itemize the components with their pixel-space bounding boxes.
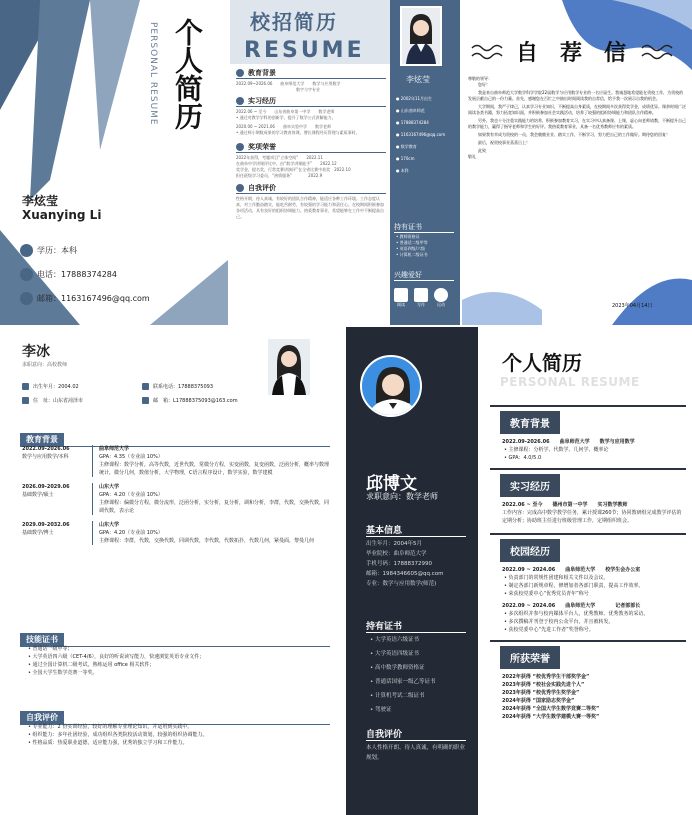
hobby-title: 兴趣爱好 [394,270,454,281]
self-text: 性格开朗，待人真诚，有较好的团队合作精神，能适应各种工作环境。工作态度认真，对工作勤奋踏实，能吃苦耐劳，有较强的学习能力和责任心。在校期间积极参加各项活动，具有良好的组织协调能力。热爱教育事业，希望能够在工作中不断提高自己。 [236,196,384,219]
edu-section-header [20,427,330,447]
salute: 敬礼 [468,154,476,159]
phone-row [20,268,150,281]
info-address: 住 址：山东省菏泽市 [22,397,142,405]
contact-list [20,244,150,305]
photo [360,355,422,417]
cert-item: • 计算机二级证书 [396,252,428,257]
edu-heading: 教育背景 [236,68,386,79]
title-en: PERSONAL RESUME [500,375,640,389]
edu-sub: 数字与字专业 [296,87,320,92]
exp2-head: 2020.00 ~ 2021.06 曲阜实验中学 数学老师 [236,124,331,129]
avatar-portrait [268,339,310,395]
phone-text: 电话：17888374284 [37,270,117,279]
campus-item: • 多次组织并参与校内媒体平台人，优秀教师、优秀教务的采访。 [490,610,686,618]
book-icon [394,288,408,302]
paragraph: 大学期间，我严于律己，认真学习专业知识，不断提高自身素质，在校期间多次获得奖学金，成绩优异。课余时间广泛阅读各类书籍，努力拓宽知识面，并积极参加社会实践活动，培养了较强的组织协调能力和团队合作精神。 [468,104,686,115]
self-title: 自我评价 [366,727,466,741]
education-text: 学历：本科 [37,246,77,255]
self-section-header [20,705,330,725]
info-grid [22,383,262,405]
edu-list [22,445,332,545]
self-list [28,723,328,747]
mail-icon [20,292,33,305]
closing: 此致 [478,148,486,153]
award-item: 2024年获得 “全国大学生数学竞赛二等奖” [502,706,600,712]
self-heading: 自我评价 [236,183,386,194]
name-cn: 李炫莹 [22,194,59,208]
contact-phone: ● 17888374284 [396,120,429,125]
cert-item: • 大学英语六级证书 [370,633,480,647]
name-en: Xuanying Li [22,208,102,222]
hobby-list [394,288,448,308]
panel-personal-resume [0,0,228,325]
hobby-reading: 阅读 [394,288,408,308]
campus-item: • 制定各部门新规章程，修增加者各部门职责，提高工作效率。 [490,582,686,590]
edu-section-title: 教育背景 [20,433,64,446]
basic-title: 基本信息 [366,523,466,537]
greeting: 尊敬的领导： [468,76,492,81]
panel-libing-resume [0,327,344,815]
award-item: 2022年获得 “校优秀学生干部奖学金” [502,674,590,680]
hello: 您好！ [478,82,490,87]
education-icon [20,244,33,257]
main-column [490,405,686,721]
title-cn: 校招简历 [250,10,338,34]
hobby-sports: 运动 [434,288,448,308]
contact-height: ● 170cm [396,156,415,161]
self-item: • 组织能力：多年社团经验，成功组织各类院校活动策划，较强的组织协调能力。 [28,731,328,739]
award-item: 2023年获得 “校社会实践先进个人” [502,682,585,688]
contact-school: ● 山东曲阜师范 [396,108,425,113]
info-birth: 出生年月：2004.02 [22,383,142,391]
panel-campus-resume [230,0,460,325]
skill-item: • 普通话一级甲等； [28,645,328,653]
edu-item: • GPA：4.0/5.0 [490,454,686,462]
intent: 求职意向：高校教师 [22,362,68,368]
letter-title: 自 荐 信 [516,41,627,66]
pen-icon [414,288,428,302]
cert-item: • 高中数学教师资格证 [370,661,480,675]
paragraph: 如果我有幸成为贵校的一员，我会兢兢业业、踏实工作，不断学习，努力把自己的工作做好。期待您的回复！ [478,132,670,137]
skill-item: • 大学英语四六级（CET-4/6），良好的听说读写能力，快速浏览英语专业文件； [28,653,328,661]
edu-entry: 2026.09-2029.06 基础数学/硕士 山东大学 GPA：4.20（专业前 10%） 主修课程：偏微分方程，微分流形，泛函分析，实分析，复分析，调和分析，李群，代数，交换代数，同调代数，表示论 [22,483,332,515]
skill-item: • 通过全国计算机二级考试，熟练运用 office 相关软件； [28,661,328,669]
basic-item: 手机号码：17888372990 [366,561,432,567]
edu-section-title: 教育背景 [500,411,560,434]
panel-cover-letter [462,0,692,325]
ball-icon [434,288,448,302]
hobby-writing: 写作 [414,288,428,308]
basic-item: 毕业院校：曲阜师范大学 [366,551,427,557]
email-text: 邮箱：1163167496@qq.com [37,294,150,303]
resume-title-cn: 个人简历 [171,18,204,130]
award-item: 2023年获得 “校优秀学生奖学金” [502,690,580,696]
paragraph: 我是来自曲阜师范大学数学科学学院22届数学与应用数学专业的一名应届生。我诚恳地希望能在贵校工作，为贵校的发展贡献自己的一份力量。首先，感谢您在百忙之中抽出时间阅读我的自荐信，给予我一次展示自我的机会。 [468,90,684,101]
exp-section-title: 实习经历 [500,474,560,497]
contact-birth: ● 2002年11月出生 [396,96,433,101]
award-item: 2024年获得 “国家励志奖学金” [502,698,575,704]
info-phone: 联系电话：17888375093 [142,383,262,391]
cert-item: • 驾驶证 [370,703,480,717]
campus-section-title: 校园经历 [500,539,560,562]
exp-desc: 工作内容：完成高中数学教学任务，累计授课260节；协同教研组完成教学评估的定期分析；协助班主任进行班级管理工作，定期组织班会。 [502,510,682,524]
main-column [236,68,386,220]
campus2-head: 2022.09 ~ 2024.06 曲阜师范大学 记者部部长 [502,603,641,609]
phone-icon [20,268,33,281]
name: 邱博文 [366,474,417,494]
photo [400,6,442,66]
campus1-head: 2022.09 ~ 2024.06 曲阜师范大学 校学生会办公室 [502,567,641,573]
skill-item: • 全国大学生数学竞赛一等奖。 [28,669,328,677]
skill-section-title: 技能证书 [20,633,64,646]
intent: 求职意向：数学老师 [366,492,438,501]
cert-item: • 计算机考试二级证书 [370,689,480,703]
self-item: • 性格品质：热爱职业道德，适应能力强，优秀的独立学习和工作能力。 [28,739,328,747]
paragraph: 另外，我也十分注重实践能力的培养，积极参加教育实习，在实习中认真备课、上课，虚心向老师请教，不断提升自己的教学能力，赢得了指导老师和学生的好评。我热爱教育事业，具备一名优秀教师应有的素质。 [468,118,686,129]
info-email: 邮 箱：L17888375093@163.com [142,397,262,405]
letter-body [468,76,686,160]
cert-title: 持有证书 [366,619,466,633]
award-item: 2024年获得 “大学生数学建模大赛一等奖” [502,714,600,720]
sidebar-contacts [396,96,458,174]
self-section-title: 自我评价 [20,711,64,724]
contact-major: ● 数学教育 [396,144,417,149]
basic-item: 邮箱：1984346605@qq.com [366,571,444,577]
contact-email: ● 1163167496@qq.com [396,132,446,137]
resume-title-en: PERSONAL RESUME [148,22,158,126]
skill-list [28,645,328,677]
self-item: • 专业能力：2 份实训经验，较好的理解专业理论知识，并运用到实践中。 [28,723,328,731]
award-section-title: 所获荣誉 [500,646,560,669]
edu-entry: 2022.09-2026.06 数学与应用数学/本科 曲阜师范大学 GPA：4.35（专业前 10%） 主修课程：数学分析，高等代数，近世代数，常微分方程，实变函数，复变函数，泛函分析，概率与数理统计，微分几何，数值分析，大学物理，C语言程序设计，数学实验，数学建模 [22,445,332,477]
campus-item: • 多次撰稿并刊登于校内公众平台，并且被转发。 [490,618,686,626]
education-row [20,244,150,257]
title-cn: 个人简历 [502,351,582,375]
cert-item: • 大学英语四级证书 [370,647,480,661]
cert-item: • 普通话国家一级乙等证书 [370,675,480,689]
exp-head: 2022.06 ~ 至今 德州市第一中学 实习数学教师 [502,502,628,508]
campus-item: • 负责部门的常规性团建和相关文件以及会议。 [490,574,686,582]
paragraph: 最后，祝贵校事业蒸蒸日上！ [478,140,530,145]
exp1-head: 2022.06 ~ 至今 山东省曲阜第一中学 数学老师 [236,109,335,114]
award-heading: 奖项荣誉 [236,142,386,153]
edu-entry: 2029.09-2032.06 基础数学/博士 山东大学 GPA：4.20（专业前 10%） 主修课程：李群，代数，交换代数，同调代数，李代数，代数拓扑，代数几何，紧曼面，黎曼几何 [22,521,332,545]
title-en: RESUME [244,38,365,63]
panel-qiubowen-resume [346,327,692,815]
sidebar-name: 李炫莹 [406,75,430,84]
edu-item: • 主修课程：分析学、代数学、几何学、概率论 [490,446,686,454]
avatar-portrait [402,8,440,64]
cert-item: • 普通话二级甲等 [396,240,428,245]
email-row [20,292,150,305]
award-item: 在曲阜中学讲课评比中，由“数学讲课能手” 2022.12 [236,161,337,166]
award-item: 担任班级学习委员，“热情服务” 2022.9 [236,173,323,178]
cert-item: • 英语四级/六级 [396,246,425,251]
cert-list [370,633,480,717]
exp-heading: 实习经历 [236,96,386,107]
contact-degree: ● 本科 [396,168,409,173]
basic-list [366,539,476,589]
exp2-desc: • 通过师小期数成果的学习教育体课，增长课程经历管理与素质事时。 [236,130,360,135]
edu-head: 2022.09-2026.06 曲阜师范大学 数学与应用数学 [502,439,635,445]
campus-item: • 荣获校党委中心“优秀党员青年”称号 [490,590,686,598]
cert-title: 持有证书 [394,222,454,233]
photo [268,339,310,395]
basic-item: 出生年月：2004年5月 [366,541,422,547]
cert-list [396,234,428,258]
cert-item: • 教师资格证 [396,234,420,239]
basic-item: 专业：数学与应用数学(师范) [366,581,437,587]
letter-date: 2023年04月14日 [612,303,653,309]
edu-line: 2022.09~2026.06 曲阜师范大学 数学与应用数学 [236,81,341,86]
self-text: 本人性格开朗、待人真诚，有明确的职业规划。 [366,745,466,761]
skill-section-header [20,627,330,647]
exp1-desc: • 通过对教学学科的创新学，提升了数学公式讲解能力。 [236,115,336,120]
award-item: 2022年获得，考题项目“立体空间” 2022.11 [236,155,323,160]
name: 李冰 [22,344,50,360]
award-item: 奖学金，提名奖，行常竞赛讲演评”在全省比赛中获奖 2022.10 [236,167,351,172]
campus-item: • 获校党委中心“先进工作者”奖誉称号。 [490,626,686,634]
